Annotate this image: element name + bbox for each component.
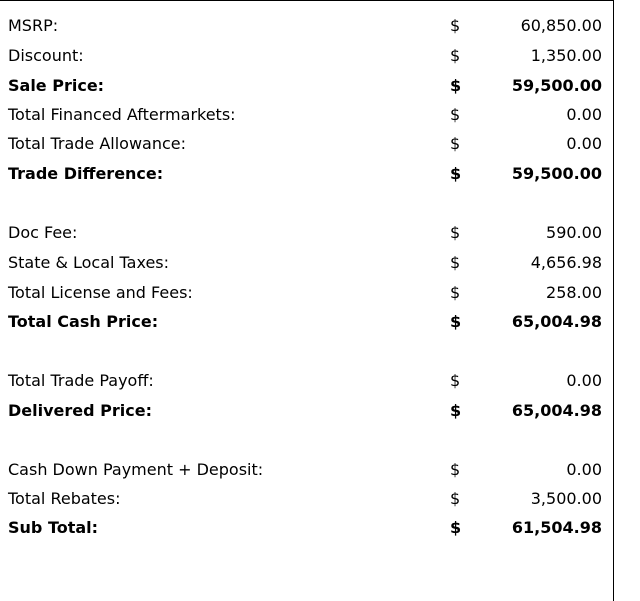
currency-symbol: $: [450, 371, 461, 390]
currency-symbol: $: [450, 489, 461, 508]
row-label: Sale Price:: [8, 76, 105, 95]
row-amount: 590.00: [546, 223, 602, 242]
currency-symbol: $: [450, 460, 461, 479]
row-amount: 0.00: [566, 105, 602, 124]
row-total-trade-allowance: [0, 129, 614, 159]
row-doc-fee: [0, 218, 614, 248]
row-amount: 4,656.98: [530, 253, 602, 272]
row-label: Delivered Price:: [8, 401, 152, 420]
row-state-local-taxes: [0, 248, 614, 278]
currency-symbol: $: [450, 105, 461, 124]
currency-symbol: $: [450, 401, 462, 420]
row-cash-down-payment-deposit: [0, 455, 614, 485]
row-sub-total: [0, 513, 614, 543]
row-amount: 61,504.98: [511, 518, 602, 537]
row-total-rebates: [0, 484, 614, 514]
row-total-financed-aftermarkets: [0, 100, 614, 130]
row-amount: 65,004.98: [511, 312, 602, 331]
currency-symbol: $: [450, 134, 461, 153]
row-amount: 0.00: [566, 371, 602, 390]
row-msrp: [0, 11, 614, 41]
row-amount: 1,350.00: [530, 46, 602, 65]
row-delivered-price: [0, 396, 614, 426]
row-label: Total Cash Price:: [8, 312, 159, 331]
currency-symbol: $: [450, 46, 461, 65]
row-label: Discount:: [8, 46, 84, 65]
row-total-license-fees: [0, 278, 614, 308]
row-label: MSRP:: [8, 16, 59, 35]
row-amount: 258.00: [546, 283, 602, 302]
row-total-cash-price: [0, 307, 614, 337]
row-amount: 3,500.00: [530, 489, 602, 508]
row-amount: 59,500.00: [511, 164, 602, 183]
row-trade-difference: [0, 159, 614, 189]
row-label: Total Rebates:: [8, 489, 121, 508]
currency-symbol: $: [450, 223, 461, 242]
row-label: Total Trade Allowance:: [8, 134, 187, 153]
row-amount: 65,004.98: [511, 401, 602, 420]
currency-symbol: $: [450, 16, 461, 35]
row-amount: 0.00: [566, 460, 602, 479]
currency-symbol: $: [450, 283, 461, 302]
currency-symbol: $: [450, 518, 462, 537]
row-amount: 0.00: [566, 134, 602, 153]
row-label: Cash Down Payment + Deposit:: [8, 460, 264, 479]
row-label: Total License and Fees:: [8, 283, 193, 302]
row-label: Total Financed Aftermarkets:: [8, 105, 236, 124]
row-amount: 60,850.00: [520, 16, 602, 35]
currency-symbol: $: [450, 253, 461, 272]
currency-symbol: $: [450, 76, 462, 95]
row-discount: [0, 41, 614, 71]
row-total-trade-payoff: [0, 366, 614, 396]
row-label: Sub Total:: [8, 518, 99, 537]
row-amount: 59,500.00: [511, 76, 602, 95]
currency-symbol: $: [450, 312, 462, 331]
row-label: Trade Difference:: [8, 164, 164, 183]
currency-symbol: $: [450, 164, 462, 183]
row-sale-price: [0, 71, 614, 101]
row-label: Doc Fee:: [8, 223, 78, 242]
row-label: Total Trade Payoff:: [8, 371, 154, 390]
row-label: State & Local Taxes:: [8, 253, 170, 272]
